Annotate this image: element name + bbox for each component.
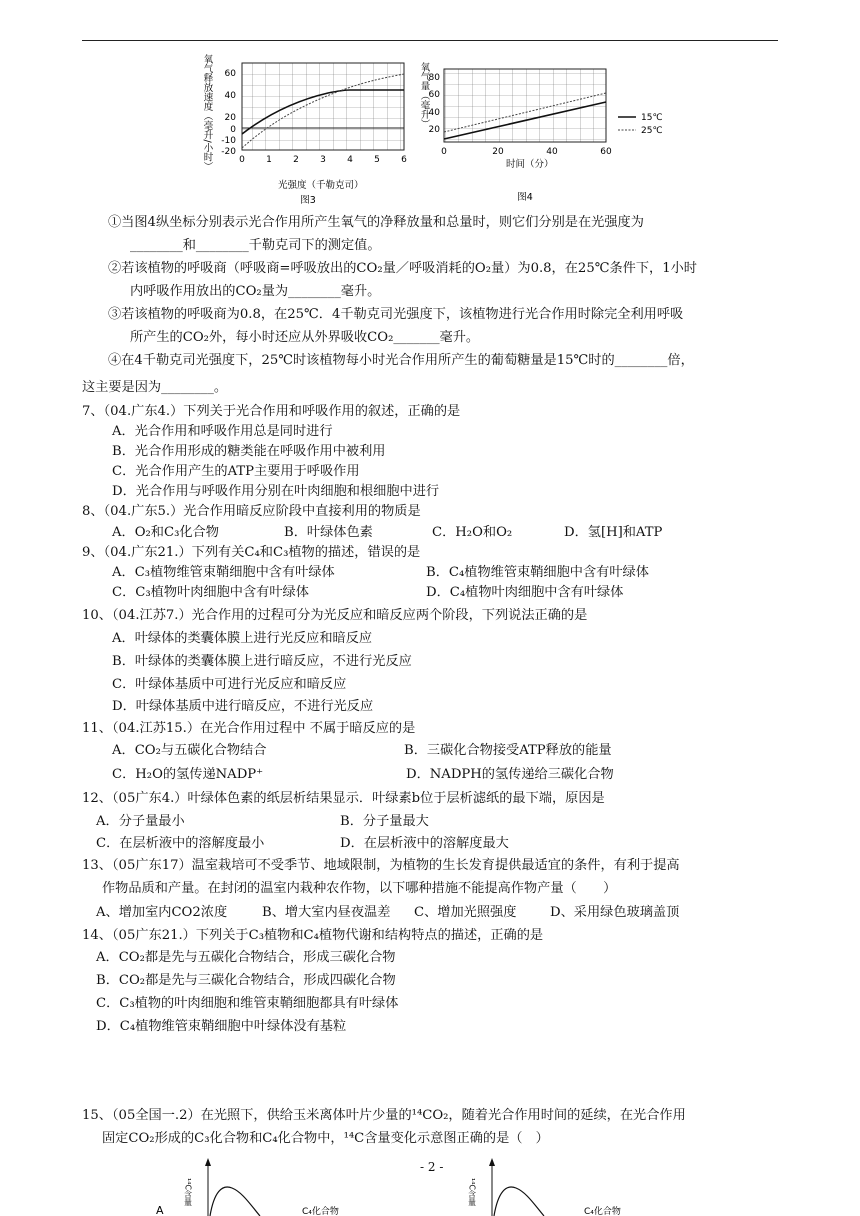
y-tick: 40 (224, 91, 236, 101)
option: C．H₂O的氢传递NADP⁺ (112, 767, 264, 782)
text-line: ②若该植物的呼吸商（呼吸商=呼吸放出的CO₂量／呼吸消耗的O₂量）为0.8，在25℃条件下，1小时 (108, 261, 697, 276)
fig15-ylabel: ¹⁴C含量 (183, 1178, 193, 1206)
figure-15-chart-right (460, 1158, 690, 1216)
figure-3-chart (198, 52, 420, 207)
text-line: 所产生的CO₂外，每小时还应从外界吸收CO₂_______毫升。 (130, 330, 480, 345)
fig15-curve (210, 1187, 260, 1216)
text-line: A．叶绿体的类囊体膜上进行光反应和暗反应 (112, 631, 373, 646)
fig15-series-label: C₄化合物 (302, 1207, 339, 1216)
option: A．O₂和C₃化合物 (112, 525, 219, 540)
figure-4-ylabel: 氧气量（毫升） (418, 62, 430, 129)
x-tick: 0 (239, 155, 245, 165)
y-tick: 40 (428, 108, 440, 118)
legend-25c: 25℃ (641, 126, 663, 136)
option: B．三碳化合物接受ATP释放的能量 (404, 743, 612, 758)
text-line: ①当图4纵坐标分别表示光合作用所产生氧气的净释放量和总量时，则它们分别是在光强度为 (108, 215, 644, 230)
text-line: B．CO₂都是先与三碳化合物结合，形成四碳化合物 (96, 973, 396, 988)
text-line: B．叶绿体的类囊体膜上进行暗反应，不进行光反应 (112, 654, 412, 669)
y-tick: 60 (224, 69, 236, 79)
figure-4-xlabel: 时间（分） (506, 159, 554, 170)
q12-options (96, 812, 616, 856)
q13-options (96, 903, 736, 922)
y-tick: 0 (230, 125, 236, 135)
figure-4-caption: 图4 (517, 192, 533, 203)
text-line: 12、（05广东4.）叶绿体色素的纸层析结果显示．叶绿素b位于层析滤纸的最下端，原因是 (82, 791, 605, 806)
fig15-ylabel: ¹⁴C含量 (467, 1178, 477, 1206)
option: D．NADPH的氢传递给三碳化合物 (406, 767, 614, 782)
text-line: 7、（04.广东4.）下列关于光合作用和呼吸作用的叙述，正确的是 (82, 404, 461, 419)
text-line: 13、（05广东17）温室栽培可不受季节、地域限制，为植物的生长发育提供最适宜的条件，有利于提高 (82, 858, 680, 873)
figure-3-ylabel: 氧气释放速度（毫升/小时） (201, 54, 213, 172)
y-tick: 80 (428, 73, 440, 83)
option: A．分子量最小 (96, 814, 185, 829)
text-line: 15、（05全国一.2）在光照下，供给玉米离体叶片少量的¹⁴CO₂，随着光合作用时间的延续，在光合作用 (82, 1108, 686, 1123)
text-line: B．光合作用形成的糖类能在呼吸作用中被利用 (112, 444, 386, 459)
option: D、采用绿色玻璃盖顶 (550, 905, 680, 920)
figure-15-chart-left (150, 1158, 380, 1216)
x-tick: 6 (401, 155, 407, 165)
option: D．在层析液中的溶解度最大 (340, 836, 509, 851)
x-tick: 5 (374, 155, 380, 165)
q11-options (112, 741, 732, 785)
x-tick: 4 (347, 155, 353, 165)
figure-4-grid (444, 69, 606, 142)
text-line: 这主要是因为________。 (82, 380, 228, 395)
x-tick: 20 (492, 147, 504, 157)
x-tick: 60 (600, 147, 612, 157)
option: B、增大室内昼夜温差 (262, 905, 391, 920)
y-tick: 20 (428, 125, 440, 135)
x-tick: 0 (441, 147, 447, 157)
text-line: D．C₄植物维管束鞘细胞中叶绿体没有基粒 (96, 1019, 347, 1034)
option: B．C₄植物维管束鞘细胞中含有叶绿体 (426, 565, 649, 580)
text-line: 固定CO₂形成的C₃化合物和C₄化合物中，¹⁴C含量变化示意图正确的是（ ） (102, 1131, 549, 1146)
text-line: 作物品质和产量。在封闭的温室内栽种农作物，以下哪种措施不能提高作物产量（ ） (102, 881, 617, 896)
text-line: C．光合作用产生的ATP主要用于呼吸作用 (112, 464, 360, 479)
fig15-series-label: C₄化合物 (584, 1207, 621, 1216)
fig15-label-a: A (156, 1204, 164, 1216)
x-tick: 3 (320, 155, 326, 165)
x-tick: 40 (546, 147, 558, 157)
figure-3-grid (242, 63, 404, 150)
y-tick: 60 (428, 90, 440, 100)
q8-options (112, 523, 712, 542)
text-line: ________和________千勒克司下的测定值。 (130, 238, 381, 253)
option: D．氢[H]和ATP (564, 525, 663, 540)
text-line: D．光合作用与呼吸作用分别在叶肉细胞和根细胞中进行 (112, 484, 440, 499)
figure-3-xlabel: 光强度（千勒克司） (278, 180, 364, 191)
text-line: 内呼吸作用放出的CO₂量为________毫升。 (130, 284, 381, 299)
option: A、增加室内CO2浓度 (96, 905, 228, 920)
text-line: 8、（04.广东5.）光合作用暗反应阶段中直接利用的物质是 (82, 504, 421, 519)
y-tick: -10 (221, 136, 236, 146)
text-line: 14、（05广东21.）下列关于C₃植物和C₄植物代谢和结构特点的描述，正确的是 (82, 928, 544, 943)
header-rule (82, 40, 778, 41)
text-line: A．光合作用和呼吸作用总是同时进行 (112, 424, 333, 439)
text-line: ④在4千勒克司光强度下，25℃时该植物每小时光合作用所产生的葡萄糖量是15℃时的________倍， (108, 353, 694, 368)
text-line: C．叶绿体基质中可进行光反应和暗反应 (112, 677, 347, 692)
option: C．在层析液中的溶解度最小 (96, 836, 265, 851)
fig15-curve (494, 1187, 544, 1216)
text-line: 9、（04.广东21.）下列有关C₄和C₃植物的描述，错误的是 (82, 545, 421, 560)
option: A．CO₂与五碳化合物结合 (112, 743, 267, 758)
x-tick: 1 (266, 155, 272, 165)
text-line: ③若该植物的呼吸商为0.8，在25℃．4千勒克司光强度下，该植物进行光合作用时除完全利用呼吸 (108, 307, 684, 322)
figure-4-chart (418, 62, 680, 207)
text-line: 10、（04.江苏7.）光合作用的过程可分为光反应和暗反应两个阶段，下列说法正确的是 (82, 608, 588, 623)
option: A．C₃植物维管束鞘细胞中含有叶绿体 (112, 565, 335, 580)
page-number: - 2 - (420, 1160, 444, 1174)
option: D．C₄植物叶肉细胞中含有叶绿体 (426, 585, 624, 600)
q9-options (112, 563, 732, 603)
option: C、增加光照强度 (414, 905, 517, 920)
x-tick: 2 (293, 155, 299, 165)
text-line: C．C₃植物的叶肉细胞和维管束鞘细胞都具有叶绿体 (96, 996, 399, 1011)
text-line: D．叶绿体基质中进行暗反应，不进行光反应 (112, 699, 374, 714)
figure-3-caption: 图3 (300, 195, 316, 206)
option: C．H₂O和O₂ (432, 525, 513, 540)
text-line: A．CO₂都是先与五碳化合物结合，形成三碳化合物 (96, 950, 396, 965)
y-tick: 20 (224, 113, 236, 123)
option: B．分子量最大 (340, 814, 429, 829)
option: C．C₃植物叶肉细胞中含有叶绿体 (112, 585, 309, 600)
legend-15c: 15℃ (641, 113, 663, 123)
option: B．叶绿体色素 (284, 525, 373, 540)
text-line: 11、（04.江苏15.）在光合作用过程中 不属于暗反应的是 (82, 721, 416, 736)
y-tick: -20 (221, 147, 236, 157)
